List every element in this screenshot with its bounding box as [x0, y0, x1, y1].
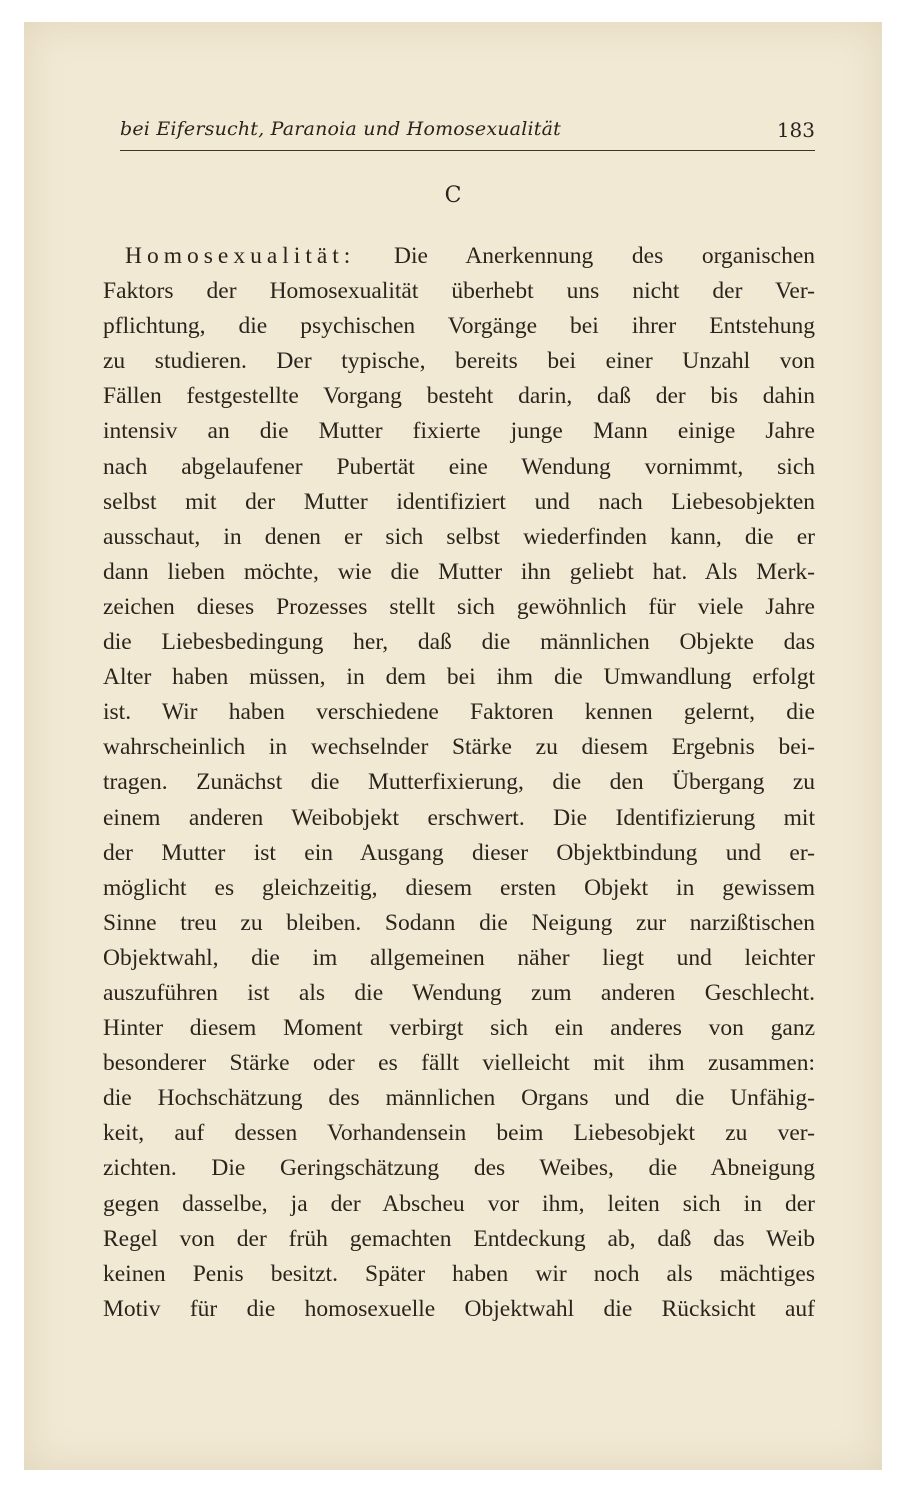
- text-line: ist. Wir haben verschiedene Faktoren kennen gelernt, die: [103, 699, 815, 726]
- text-line: Regel von der früh gemachten Entdeckung ab, daß das Weib: [103, 1225, 815, 1252]
- text-line: Faktors der Homosexualität überhebt uns nicht der Ver-: [103, 278, 815, 305]
- text-line: ausschaut, in denen er sich selbst wiederfinden kann, die er: [103, 523, 815, 550]
- text-line: die Hochschätzung des männlichen Organs und die Unfähig-: [103, 1085, 815, 1112]
- text-line: Hinter diesem Moment verbirgt sich ein anderes von ganz: [103, 1015, 815, 1042]
- text-line: einem anderen Weibobjekt erschwert. Die Identifizierung mit: [103, 804, 815, 831]
- running-head: bei Eifersucht, Paranoia und Homosexualität: [120, 118, 561, 140]
- text-line: gegen dasselbe, ja der Abscheu vor ihm, leiten sich in der: [103, 1190, 815, 1217]
- text-line: [103, 239, 815, 274]
- text-line: Motiv für die homosexuelle Objektwahl die Rücksicht auf: [103, 1295, 815, 1322]
- text-line: nach abgelaufener Pubertät eine Wendung vornimmt, sich: [103, 453, 815, 480]
- text-line: wahrscheinlich in wechselnder Stärke zu diesem Ergebnis bei-: [103, 734, 815, 761]
- text-line: Alter haben müssen, in dem bei ihm die Umwandlung erfolgt: [103, 664, 815, 691]
- text-line: Fällen festgestellte Vorgang besteht darin, daß der bis dahin: [103, 383, 815, 410]
- text-line-rest: Die Anerkennung des organischen: [355, 243, 815, 269]
- text-line: besonderer Stärke oder es fällt vielleicht mit ihm zusammen:: [103, 1050, 815, 1077]
- text-line: zu studieren. Der typische, bereits bei einer Unzahl von: [103, 348, 815, 375]
- spaced-term: Homosexualität:: [125, 243, 356, 269]
- text-line: keit, auf dessen Vorhandensein beim Liebesobjekt zu ver-: [103, 1120, 815, 1147]
- text-line: selbst mit der Mutter identifiziert und nach Liebesobjekten: [103, 488, 815, 515]
- body-paragraph: [103, 239, 815, 1327]
- text-line: möglicht es gleichzeitig, diesem ersten Objekt in gewissem: [103, 874, 815, 901]
- text-line: keinen Penis besitzt. Später haben wir noch als mächtiges: [103, 1260, 815, 1287]
- section-heading: C: [444, 183, 462, 208]
- text-line: Objektwahl, die im allgemeinen näher liegt und leichter: [103, 944, 815, 971]
- text-line: der Mutter ist ein Ausgang dieser Objektbindung und er-: [103, 839, 815, 866]
- text-line: tragen. Zunächst die Mutterfixierung, die den Übergang zu: [103, 769, 815, 796]
- text-line: dann lieben möchte, wie die Mutter ihn geliebt hat. Als Merk-: [103, 558, 815, 585]
- text-line: pflichtung, die psychischen Vorgänge bei ihrer Entstehung: [103, 313, 815, 340]
- page-number: 183: [776, 118, 815, 142]
- text-line: intensiv an die Mutter fixierte junge Mann einige Jahre: [103, 418, 815, 445]
- text-line: Sinne treu zu bleiben. Sodann die Neigung zur narzißtischen: [103, 909, 815, 936]
- text-line: die Liebesbedingung her, daß die männlichen Objekte das: [103, 629, 815, 656]
- text-line: zeichen dieses Prozesses stellt sich gewöhnlich für viele Jahre: [103, 593, 815, 620]
- page-header: [120, 118, 815, 151]
- text-line: auszuführen ist als die Wendung zum anderen Geschlecht.: [103, 979, 815, 1006]
- text-line: zichten. Die Geringschätzung des Weibes, die Abneigung: [103, 1155, 815, 1182]
